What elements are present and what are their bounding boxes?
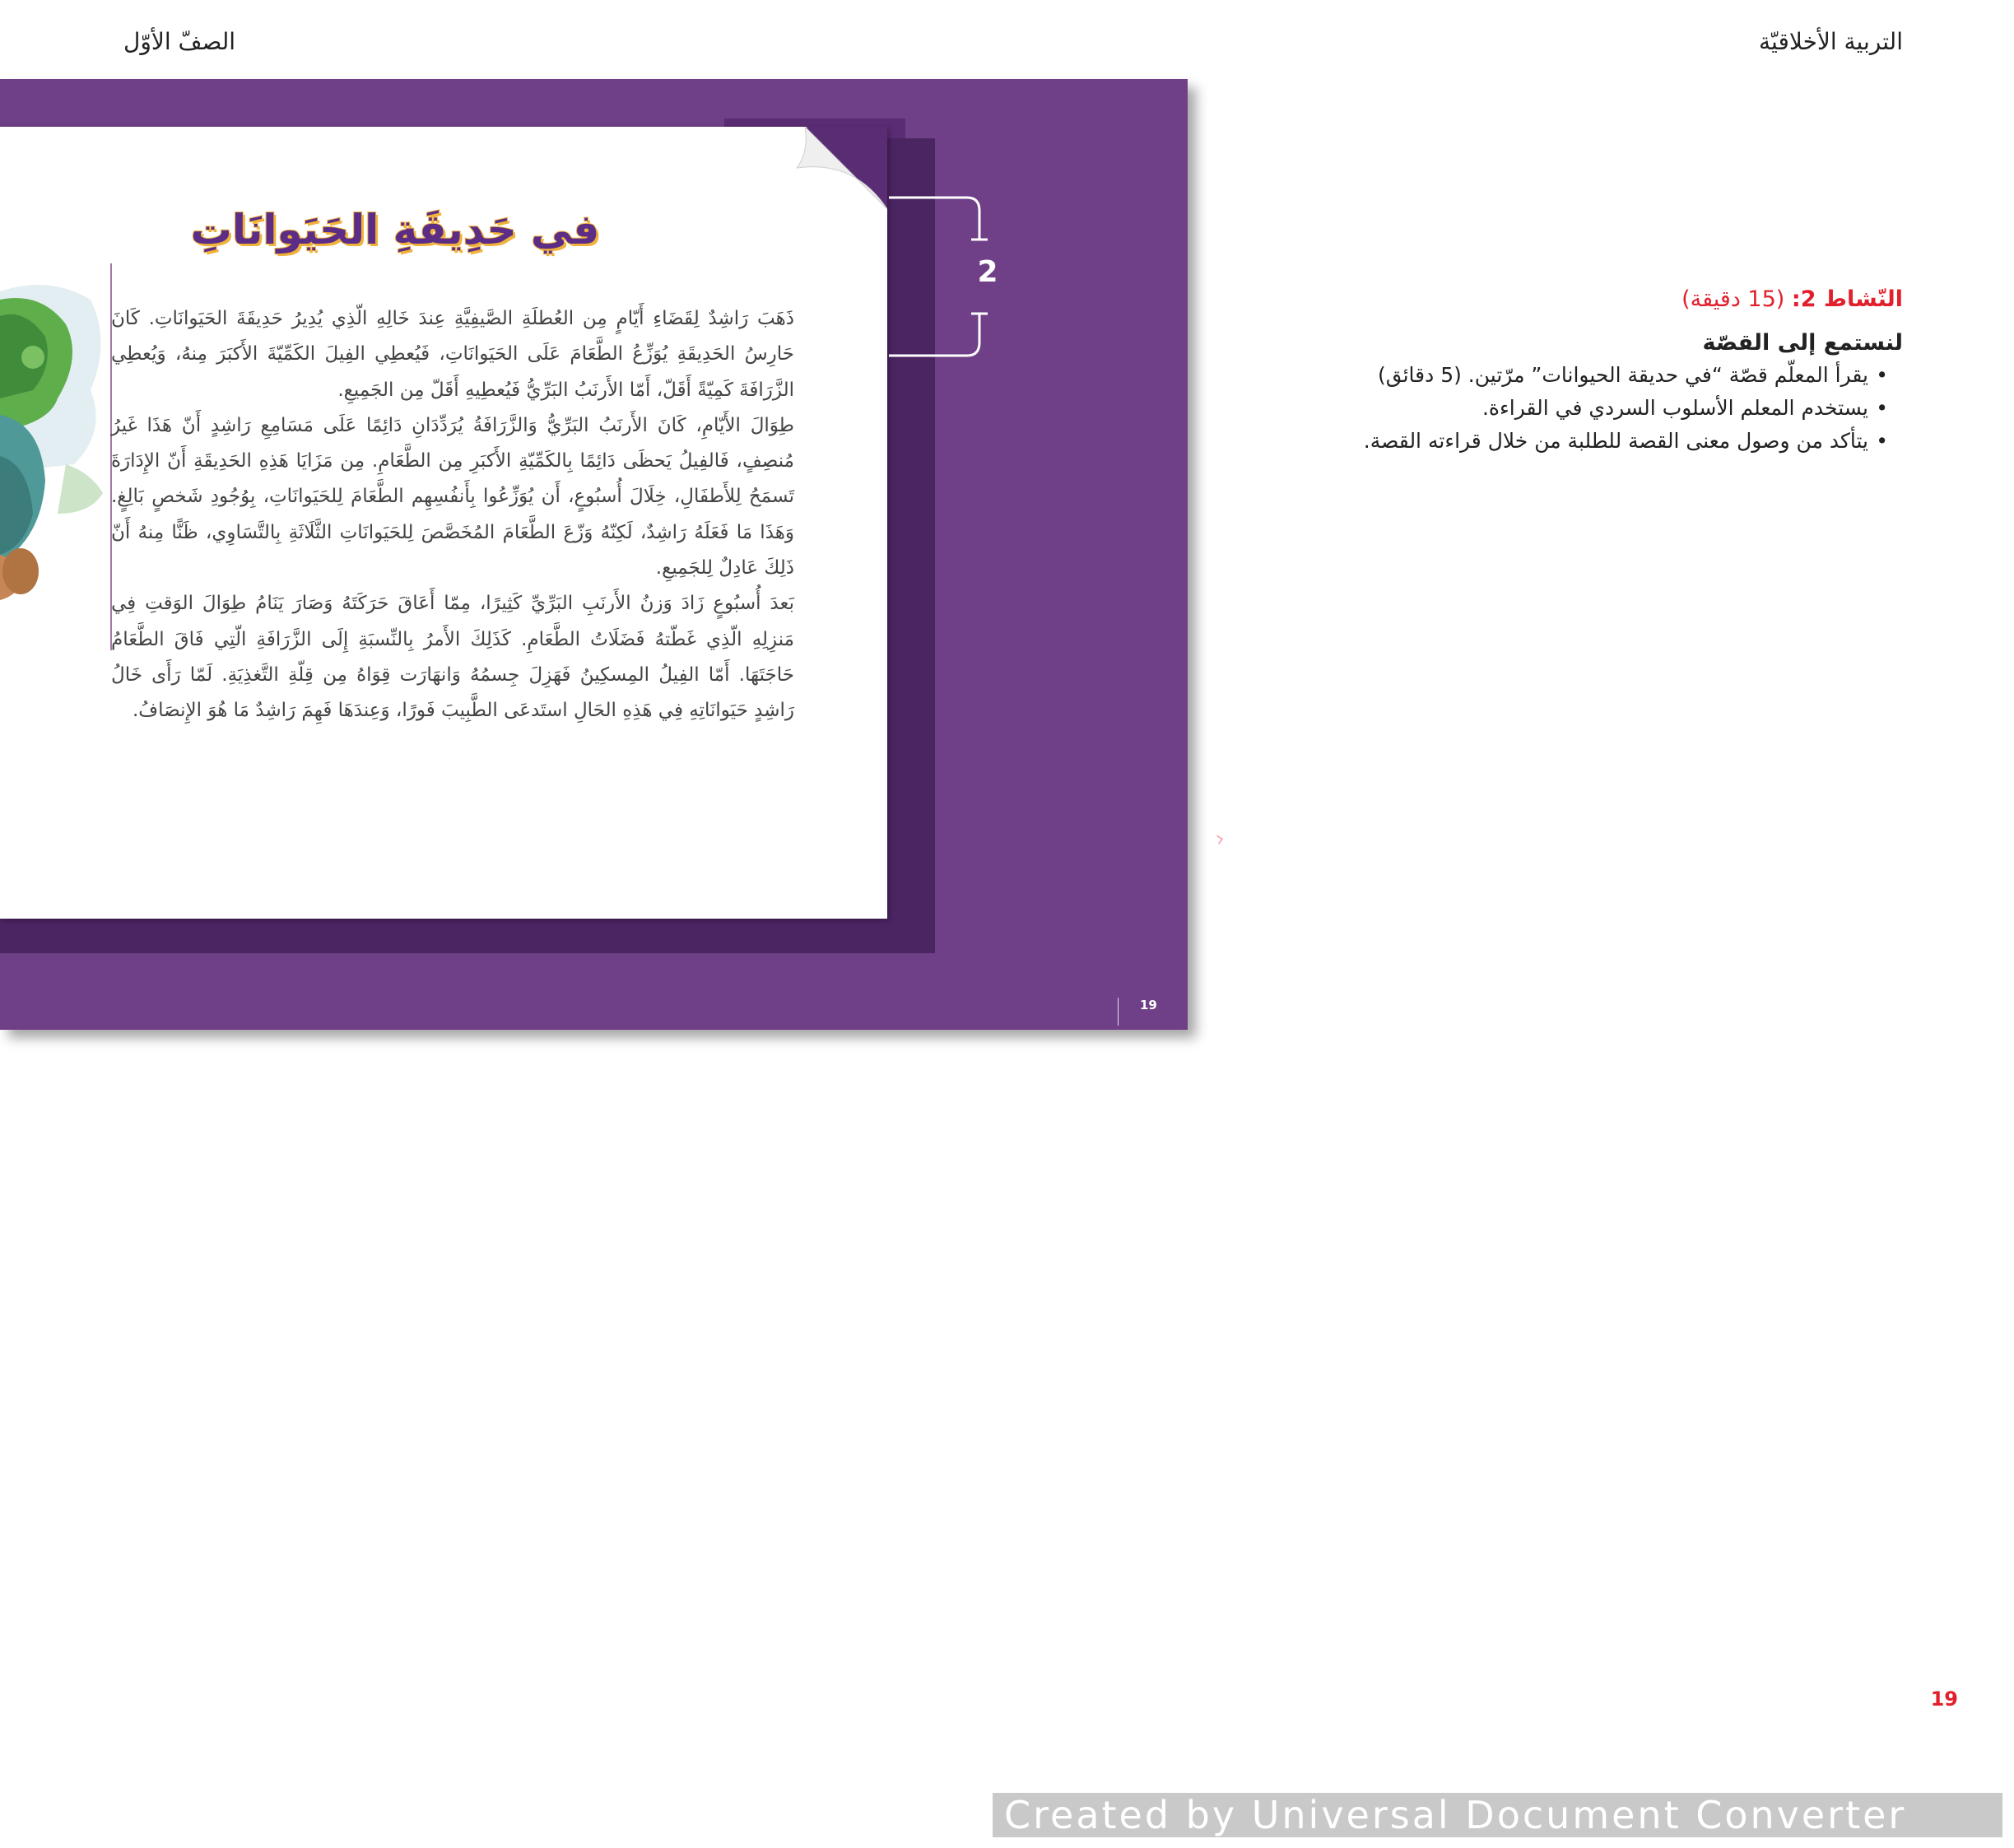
bullet-icon: •	[1876, 429, 1888, 453]
book-page-number: 19	[1140, 998, 1157, 1012]
story-paragraph: ذَهَبَ رَاشِدٌ لِقَضَاءِ أَيّامٍ مِن العُطلَةِ الصَّيفِيَّةِ عِندَ خَالِهِ الّذِي يُدِيرُ حَدِيقَةَ الحَيَوانَاتِ. كَانَ حَارِسُ الحَدِيقَةِ يُوَزِّعُ الطَّعَامَ عَلَى الحَيَوانَاتِ، فَيُعطِي الفِيلَ الكَمِّيّةَ الأَكبَرَ مِنهُ، وَيُعطِي الزَّرَافَةَ كَمِيّةً أَقَلّ، أَمّا الأَرنَبُ البَرِّيُّ فَيُعطِيهِ أَقَلّ مِن الجَمِيعِ.	[111, 308, 794, 401]
story-body	[111, 301, 794, 729]
header-subject: التربية الأخلاقيّة	[1759, 28, 1903, 55]
student-book-spread	[0, 79, 1188, 1030]
list-item-text: يقرأ المعلّم قصّة “في حديقة الحيوانات” مرّتين. (5 دقائق)	[1377, 363, 1868, 387]
faint-mark: ›	[1212, 824, 1228, 853]
notes-list	[1310, 359, 1903, 458]
story-illustration	[0, 267, 107, 654]
story-page	[0, 127, 887, 919]
list-item	[1310, 359, 1903, 392]
story-paragraph: بَعدَ أُسبُوعٍ زَادَ وَزنُ الأَرنَبِ البَرِّيِّ كَثِيرًا، مِمّا أَعَاقَ حَرَكَتَهُ وَصَارَ يَنَامُ طِوَالَ الوَقتِ فِي مَنزِلِهِ الّذِي غَطّتهُ فَضَلَاتُ الطَّعَامِ. كَذَلِكَ الأَمرُ بِالنِّسبَةِ إِلَى الزَّرَافَةِ الّتِي فَاقَ الطَّعَامُ حَاجَتَهَا. أَمّا الفِيلُ المِسكِينُ فَهَزِلَ جِسمُهُ وَانهَارَت قِوَاهُ مِن قِلّةِ التَّغذِيَةِ. لَمّا رَأَى خَالُ رَاشِدٍ حَيَوانَاتِهِ فِي هَذِهِ الحَالِ استَدعَى الطَّبِيبَ فَورًا، وَعِندَهَا فَهِمَ رَاشِدٌ مَا هُوَ الإِنصَافُ.	[111, 593, 794, 722]
bullet-icon: •	[1876, 396, 1888, 420]
watermark-banner: Created by Universal Document Converter	[993, 1793, 2002, 1837]
book-page-rule	[1118, 998, 1119, 1026]
header-grade: الصفّ الأوّل	[123, 28, 236, 55]
list-item	[1310, 425, 1903, 458]
list-item-text: يتأكد من وصول معنى القصة للطلبة من خلال قراءته القصة.	[1363, 429, 1868, 453]
list-item-text: يستخدم المعلم الأسلوب السردي في القراءة.	[1481, 396, 1868, 420]
teacher-notes	[1310, 277, 1903, 458]
bullet-icon: •	[1876, 363, 1888, 387]
section-heading: لنستمع إلى القصّة	[1702, 330, 1903, 356]
section-number: 2	[977, 255, 998, 289]
list-item	[1310, 392, 1903, 425]
page-curl-graphic	[764, 127, 887, 217]
page-number: 19	[1930, 1687, 1958, 1711]
story-title: في حَدِيقَةِ الحَيَوانَاتِ	[190, 206, 600, 254]
activity-heading	[1310, 286, 1903, 312]
activity-title: النّشاط 2:	[1791, 286, 1903, 312]
story-paragraph: طِوَالَ الأَيّامِ، كَانَ الأَرنَبُ البَرِّيُّ وَالزَّرَافَةُ يُرَدِّدَانِ دَائِمًا عَلَى مَسَامِعِ رَاشِدٍ أَنّ هَذَا غَيرُ مُنصِفٍ، فَالفِيلُ يَحظَى دَائِمًا بِالكَمِّيّةِ الأَكبَرِ مِن الطَّعَامِ. مِن مَزَايَا هَذِهِ الحَدِيقَةِ أَنّ الإِدَارَةَ تَسمَحُ لِلأَطفَالِ، خِلَالَ أُسبُوعٍ، أَن يُوَزِّعُوا بِأَنفُسِهِم الطَّعَامَ لِلحَيَوانَاتِ، بِوُجُودِ شَخصٍ بَالِغٍ. وَهَذَا مَا فَعَلَهُ رَاشِدٌ، لَكِنّهُ وَزّعَ الطَّعَامَ المُخَصَّصَ لِلحَيَوانَاتِ الثَّلَاثَةِ بِالتَّسَاوِي، ظَنًّا مِنهُ أَنّ ذَلِكَ عَادِلٌ لِلجَمِيعِ.	[111, 414, 794, 580]
activity-duration: (15 دقيقة)	[1681, 286, 1785, 312]
